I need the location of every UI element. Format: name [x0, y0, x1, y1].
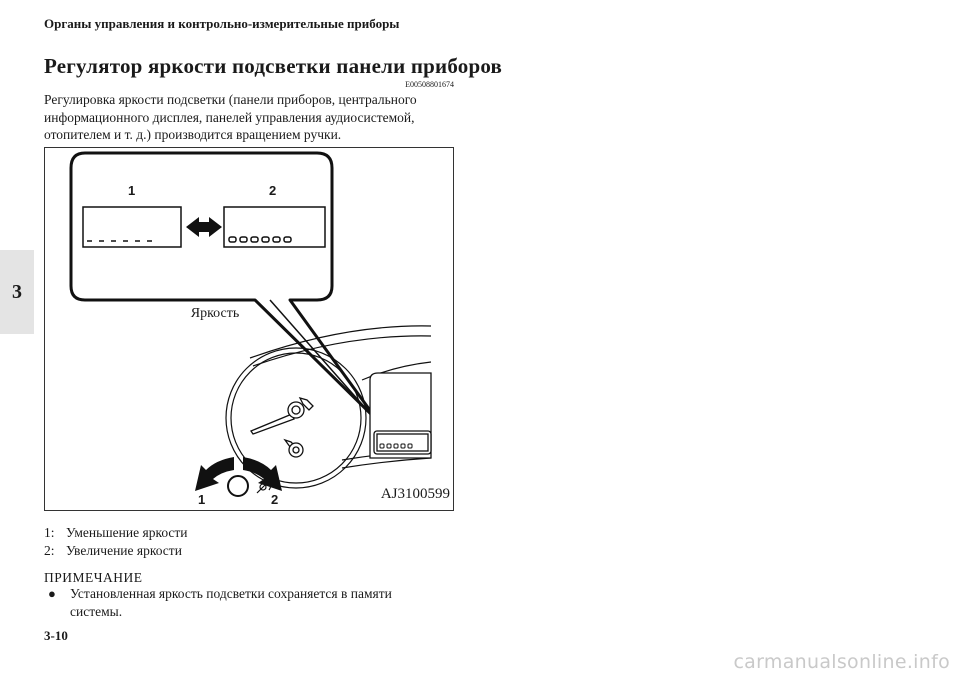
chapter-tab: [0, 250, 34, 334]
small-gauge-knob-icon: [285, 440, 303, 457]
intro-line: информационного дисплея, панелей управления аудиосистемой,: [44, 109, 415, 125]
legend-key: 1:: [44, 525, 55, 540]
page-number: 3-10: [44, 628, 68, 643]
running-header: Органы управления и контрольно-измерительные приборы: [44, 16, 400, 31]
brightness-label: Яркость: [190, 306, 240, 321]
note-line: системы.: [70, 603, 123, 619]
section-title: Регулятор яркости подсветки панели приборов: [44, 54, 503, 78]
dial-number-2: 2: [271, 492, 279, 507]
figure-number-1: 1: [128, 183, 136, 198]
dial-number-1: 1: [198, 492, 206, 507]
figure-code: AJ3100599: [380, 486, 450, 502]
legend-text: Увеличение яркости: [66, 542, 182, 558]
dimmer-illustration: [44, 147, 454, 511]
bullet-icon: ●: [48, 586, 56, 601]
legend-key: 2:: [44, 542, 55, 558]
callout-bubble: [71, 153, 377, 420]
legend-text: Уменьшение яркости: [66, 525, 188, 540]
legend-item: [44, 542, 454, 560]
figure-legend: [44, 524, 454, 559]
intro-line: Регулировка яркости подсветки (панели приборов, центрального: [44, 92, 417, 107]
section-reference-code: E00508801674: [405, 80, 454, 89]
dimmer-knob: [228, 476, 248, 496]
intro-paragraph: [44, 91, 454, 144]
note-title: ПРИМЕЧАНИЕ: [44, 570, 143, 585]
note-body: [44, 585, 444, 620]
chapter-number: 3: [12, 280, 22, 303]
intro-line: отопителем и т. д.) производится вращением ручки.: [44, 127, 342, 142]
note-line: Установленная яркость подсветки сохраняется в памяти: [70, 586, 392, 601]
note-text: [70, 585, 392, 620]
dimmer-diagram: [45, 148, 453, 510]
watermark: carmanualsonline.info: [733, 651, 950, 673]
figure-number-2: 2: [269, 183, 277, 198]
legend-item: [44, 524, 454, 542]
gauge-needle-icon: [251, 398, 313, 434]
dim-screen-icon: [83, 207, 181, 247]
